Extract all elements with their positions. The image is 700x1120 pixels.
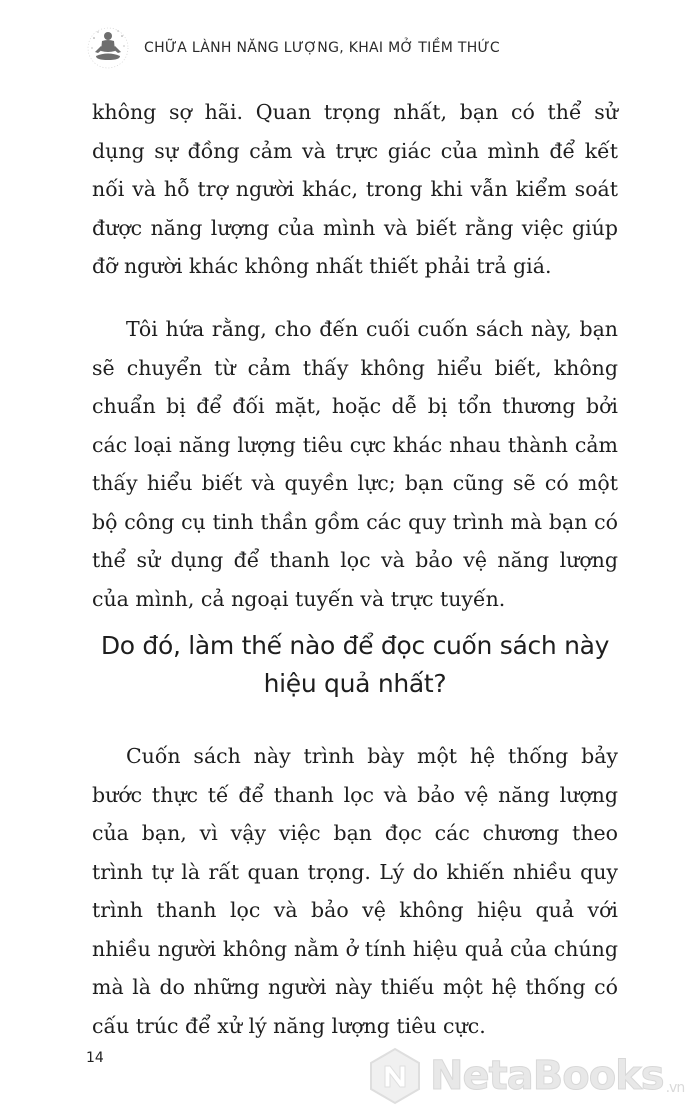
section-heading — [92, 627, 618, 703]
paragraph-3: Cuốn sách này trình bày một hệ thống bảy bước thực tế để thanh lọc và bảo vệ năng lượng của bạn, vì vậy việc bạn đọc các chương theo trình tự là rất quan trọng. Lý do khiến nhiều quy trình thanh lọc và bảo vệ không hiệu quả với nhiều người không nằm ở tính hiệu quả của chúng mà là do những người này thiếu một hệ thống có cấu trúc để xử lý năng lượng tiêu cực. — [92, 744, 618, 1038]
section-heading-line-1: Do đó, làm thế nào để đọc cuốn sách này — [100, 631, 610, 660]
netabooks-watermark — [366, 1040, 696, 1112]
watermark-brand: NetaBooks — [430, 1053, 664, 1099]
running-header — [86, 24, 626, 72]
meditation-figure-icon — [86, 26, 130, 70]
netabooks-logo-icon — [366, 1046, 424, 1106]
paragraph-2: Tôi hứa rằng, cho đến cuối cuốn sách này, bạn sẽ chuyển từ cảm thấy không hiểu biết, không chuẩn bị để đối mặt, hoặc dễ bị tổn thương bởi các loại năng lượng tiêu cực khác nhau thành cảm thấy hiểu biết và quyền lực; bạn cũng sẽ có một bộ công cụ tinh thần gồm các quy trình mà bạn có thể sử dụng để thanh lọc và bảo vệ năng lượng của mình, cả ngoại tuyến và trực tuyến. — [92, 317, 618, 611]
page-number: 14 — [86, 1050, 104, 1066]
running-header-title: CHỮA LÀNH NĂNG LƯỢNG, KHAI MỞ TIỀM THỨC — [144, 40, 500, 56]
section-heading-line-2: hiệu quả nhất? — [263, 669, 447, 698]
watermark-suffix: .vn — [665, 1080, 685, 1096]
paragraph-1: không sợ hãi. Quan trọng nhất, bạn có thể sử dụng sự đồng cảm và trực giác của mình để kết nối và hỗ trợ người khác, trong khi vẫn kiểm soát được năng lượng của mình và biết rằng việc giúp đỡ người khác không nhất thiết phải trả giá. — [92, 100, 618, 278]
